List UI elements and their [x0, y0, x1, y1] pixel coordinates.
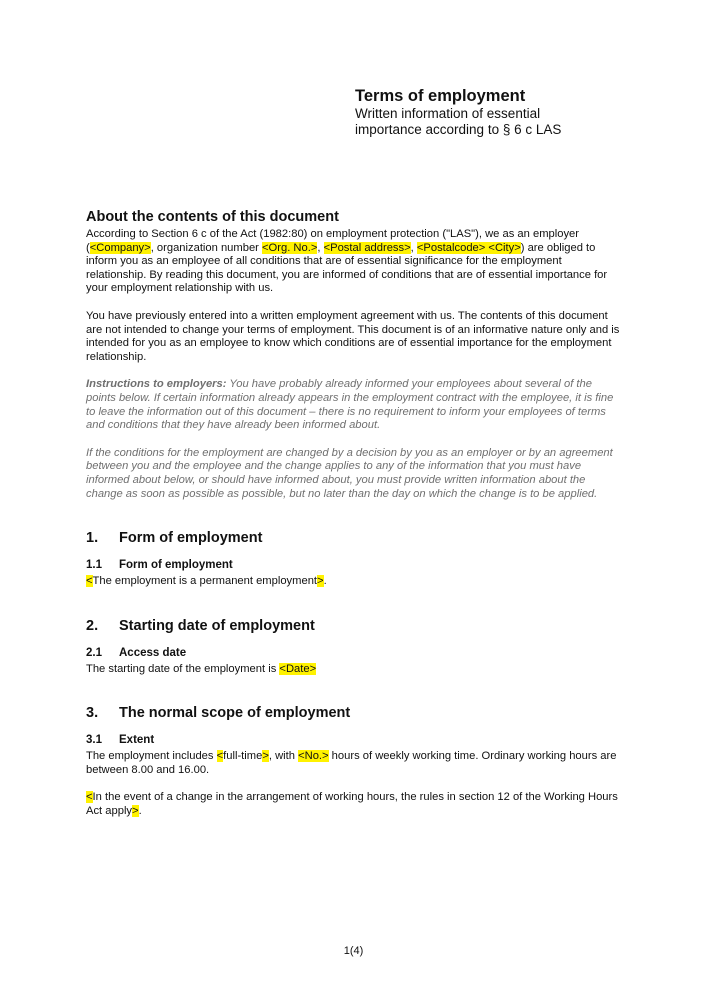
fulltime-value: full-time [223, 750, 263, 763]
subsection-heading-1-1 [86, 558, 622, 572]
employment-form-value: The employment is a permanent employment [92, 575, 318, 588]
title-block [355, 86, 655, 138]
placeholder-bracket: < [216, 750, 224, 763]
working-hours-change-text [86, 791, 622, 818]
instructions-label: Instructions to employers: [86, 378, 227, 391]
placeholder-bracket: < [86, 791, 93, 804]
subsection-title: Access date [119, 646, 187, 659]
instructions-paragraph-1 [86, 378, 622, 432]
company-placeholder: <Company> [89, 241, 151, 254]
text-run: The starting date of the employment is [86, 662, 280, 675]
section-number: 2. [86, 617, 99, 634]
subsection-number: 1.1 [86, 559, 102, 572]
text-run: , [317, 241, 324, 254]
text-run: . [138, 805, 142, 818]
text-run: . [323, 575, 327, 588]
section-number: 3. [86, 705, 99, 722]
working-hours-change-value: In the event of a change in the arrangement of working hours, the rules in section 12 of the Working Hours Act apply [86, 791, 618, 818]
document-subtitle: Written information of essential importance according to § 6 c LAS [355, 106, 562, 137]
text-run: The employment includes [86, 750, 217, 763]
form-of-employment-text [86, 575, 622, 589]
postalcode-placeholder: <Postalcode> [416, 241, 486, 254]
subsection-number: 3.1 [86, 734, 102, 747]
instructions-paragraph-2: If the conditions for the employment are changed by a decision by you as an employer or by an agreement between you and the employee and the change applies to any of the information that you must have informed about below, or should have informed about, you must provide written information about the change as soon as possible as possible, but no later than the day on which the change is to be applied. [86, 446, 613, 500]
subsection-number: 2.1 [86, 646, 102, 659]
text-run: hours of weekly working time. Ordinary working hours are between 8.00 and 16.00. [86, 750, 617, 776]
placeholder-bracket: > [317, 575, 324, 588]
section-heading-1 [86, 529, 622, 547]
text-run: According to Section 6 c of the Act (1982:80) on employment protection ("LAS"), we as an employer ( [86, 228, 579, 254]
placeholder-bracket: > [262, 750, 269, 763]
text-run: , [410, 241, 417, 254]
subsection-heading-3-1 [86, 733, 622, 747]
section-title: The normal scope of employment [119, 705, 351, 722]
document-body [86, 208, 622, 819]
text-run: ) are obliged to inform you as an employee of all conditions that are of essential significance for the employment relationship. By reading this document, you are informed of conditions that are of essential importance for your employment relationship with us. [86, 241, 608, 295]
instructions-text: You have probably already informed your employees about several of the points below. If certain information already appears in the employment contract with the employee, it is fine to leave the information out of this document – there is no requirement to inform your employees of terms and conditions that they have already been informed about. [86, 378, 614, 432]
about-paragraph-2: You have previously entered into a written employment agreement with us. The contents of this document are not intended to change your terms of employment. This document is of an informative nature only and is intended for you as an employee to know which conditions are of essential importance for the employment relationship. [86, 309, 620, 363]
starting-date-text [86, 663, 622, 677]
section-title: Starting date of employment [119, 617, 315, 634]
hours-placeholder: <No.> [298, 750, 329, 763]
date-placeholder: <Date> [279, 662, 317, 675]
city-placeholder: <City> [488, 241, 521, 254]
section-title: Form of employment [119, 530, 263, 547]
about-paragraph-1 [86, 228, 622, 296]
placeholder-bracket: > [132, 805, 139, 818]
subsection-title: Form of employment [119, 559, 233, 572]
org-no-placeholder: <Org. No.> [262, 241, 318, 254]
subsection-title: Extent [119, 734, 155, 747]
subsection-heading-2-1 [86, 646, 622, 660]
placeholder-bracket: < [86, 575, 93, 588]
document-title: Terms of employment [355, 87, 526, 105]
section-heading-3 [86, 704, 622, 722]
text-run: , with [268, 750, 299, 763]
about-heading: About the contents of this document [86, 209, 339, 225]
section-number: 1. [86, 530, 99, 547]
extent-text [86, 750, 622, 777]
page-number: 1(4) [343, 945, 364, 957]
section-heading-2 [86, 617, 622, 635]
text-run: , organization number [150, 241, 263, 254]
postal-address-placeholder: <Postal address> [323, 241, 411, 254]
